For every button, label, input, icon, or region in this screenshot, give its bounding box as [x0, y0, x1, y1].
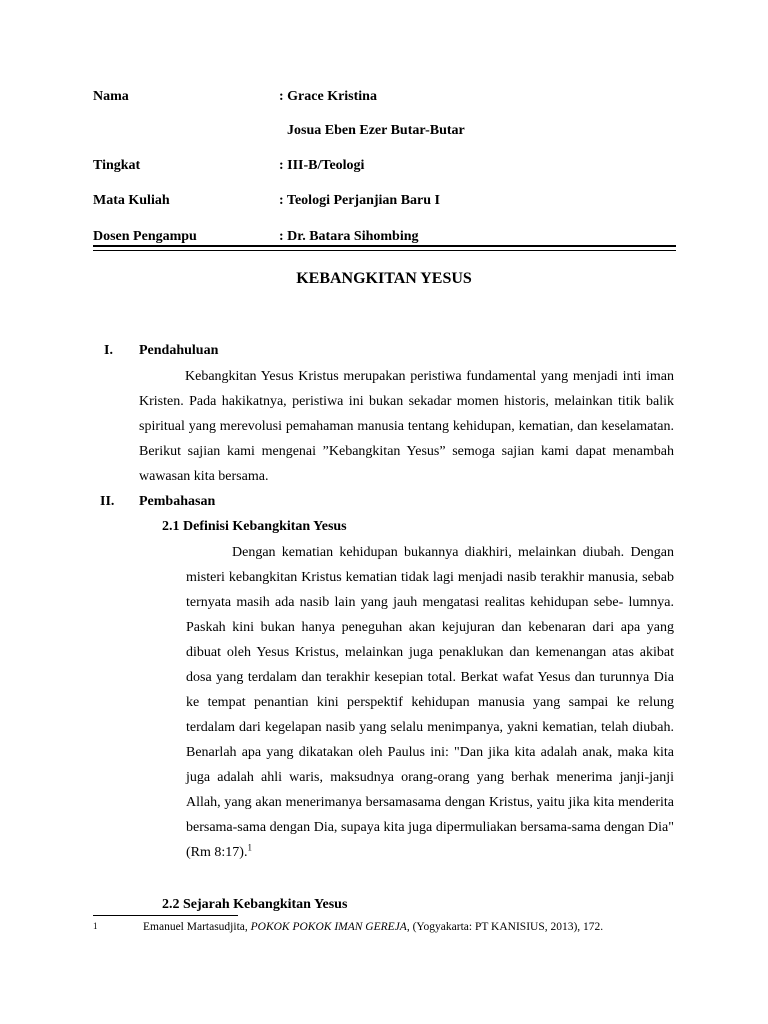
section-2-title: Pembahasan: [139, 494, 216, 509]
footnote-number: 1: [93, 921, 98, 931]
mata-kuliah-label: Mata Kuliah: [93, 193, 170, 208]
nama-value-2: Josua Eben Ezer Butar-Butar: [287, 123, 465, 138]
footnote-author: Emanuel Martasudjita,: [143, 921, 251, 933]
header-rule-thick: [93, 245, 676, 247]
dosen-value: : Dr. Batara Sihombing: [279, 229, 419, 244]
footnote-book-title: POKOK POKOK IMAN GEREJA: [250, 921, 407, 933]
subsection-2-1-text: Dengan kematian kehidupan bukannya diakhiri, melainkan diubah. Dengan misteri kebangkitan Kristus kematian tidak lagi menjadi nasib terakhir manusia, sebab ternyata masih ada nasib lain yang jauh mengatasi realitas kehidupan sebe- lumnya. Paskah kini bukan hanya peneguhan akan kejujuran dan kebenaran dari apa yang dibuat oleh Yesus Kristus, melainkan juga penaklukan dan kemenangan atas akibat dosa yang terdalam dan terakhir kesepian total. Berkat wafat Yesus dan turunnya Dia ke tempat penantian kini perspektif kehidupan manusia yang sampai ke relung terdalam dari kegelapan nasib yang selalu menimpanya, yakni kematian, telah diubah. Benarlah apa yang dikatakan oleh Paulus ini: "Dan jika kita adalah anak, maka kita juga adalah ahli waris, maksudnya orang-orang yang berhak menerima janji-janji Allah, yang akan menerimanya bersamasama dengan Kristus, yaitu jika kita menderita bersama-sama dengan Dia, supaya kita juga dipermuliakan bersama-sama dengan Dia" (Rm 8:17).: [186, 545, 674, 860]
footnote-publication: , (Yogyakarta: PT KANISIUS, 2013), 172.: [406, 921, 604, 933]
mata-kuliah-value: : Teologi Perjanjian Baru I: [279, 193, 441, 208]
subsection-2-1-title: 2.1 Definisi Kebangkitan Yesus: [162, 519, 347, 534]
section-1-title: Pendahuluan: [139, 343, 219, 358]
dosen-label: Dosen Pengampu: [93, 229, 197, 244]
nama-label: Nama: [93, 89, 129, 104]
nama-value: : Grace Kristina: [279, 89, 377, 104]
footnote-reference[interactable]: 1: [247, 842, 252, 853]
footnote-separator: [93, 915, 238, 916]
section-1-paragraph: Kebangkitan Yesus Kristus merupakan peristiwa fundamental yang menjadi inti iman Kristen. Pada hakikatnya, peristiwa ini bukan sekadar momen historis, melainkan titik balik spiritual yang merevolusi pemahaman manusia tentang kehidupan, kematian, dan keselamatan. Berikut sajian kami mengenai ”Kebangkitan Yesus” semoga sajian kami dapat menambah wawasan kita bersama.: [139, 369, 674, 484]
section-2-number: II.: [100, 494, 115, 509]
footnote-text: [143, 921, 603, 933]
document-title: KEBANGKITAN YESUS: [296, 270, 472, 287]
header-rule-thin: [93, 250, 676, 251]
subsection-2-2-title: 2.2 Sejarah Kebangkitan Yesus: [162, 897, 348, 912]
subsection-2-1-paragraph: [186, 540, 674, 865]
tingkat-label: Tingkat: [93, 158, 141, 173]
tingkat-value: : III-B/Teologi: [279, 158, 365, 173]
section-1-number: I.: [104, 343, 113, 358]
